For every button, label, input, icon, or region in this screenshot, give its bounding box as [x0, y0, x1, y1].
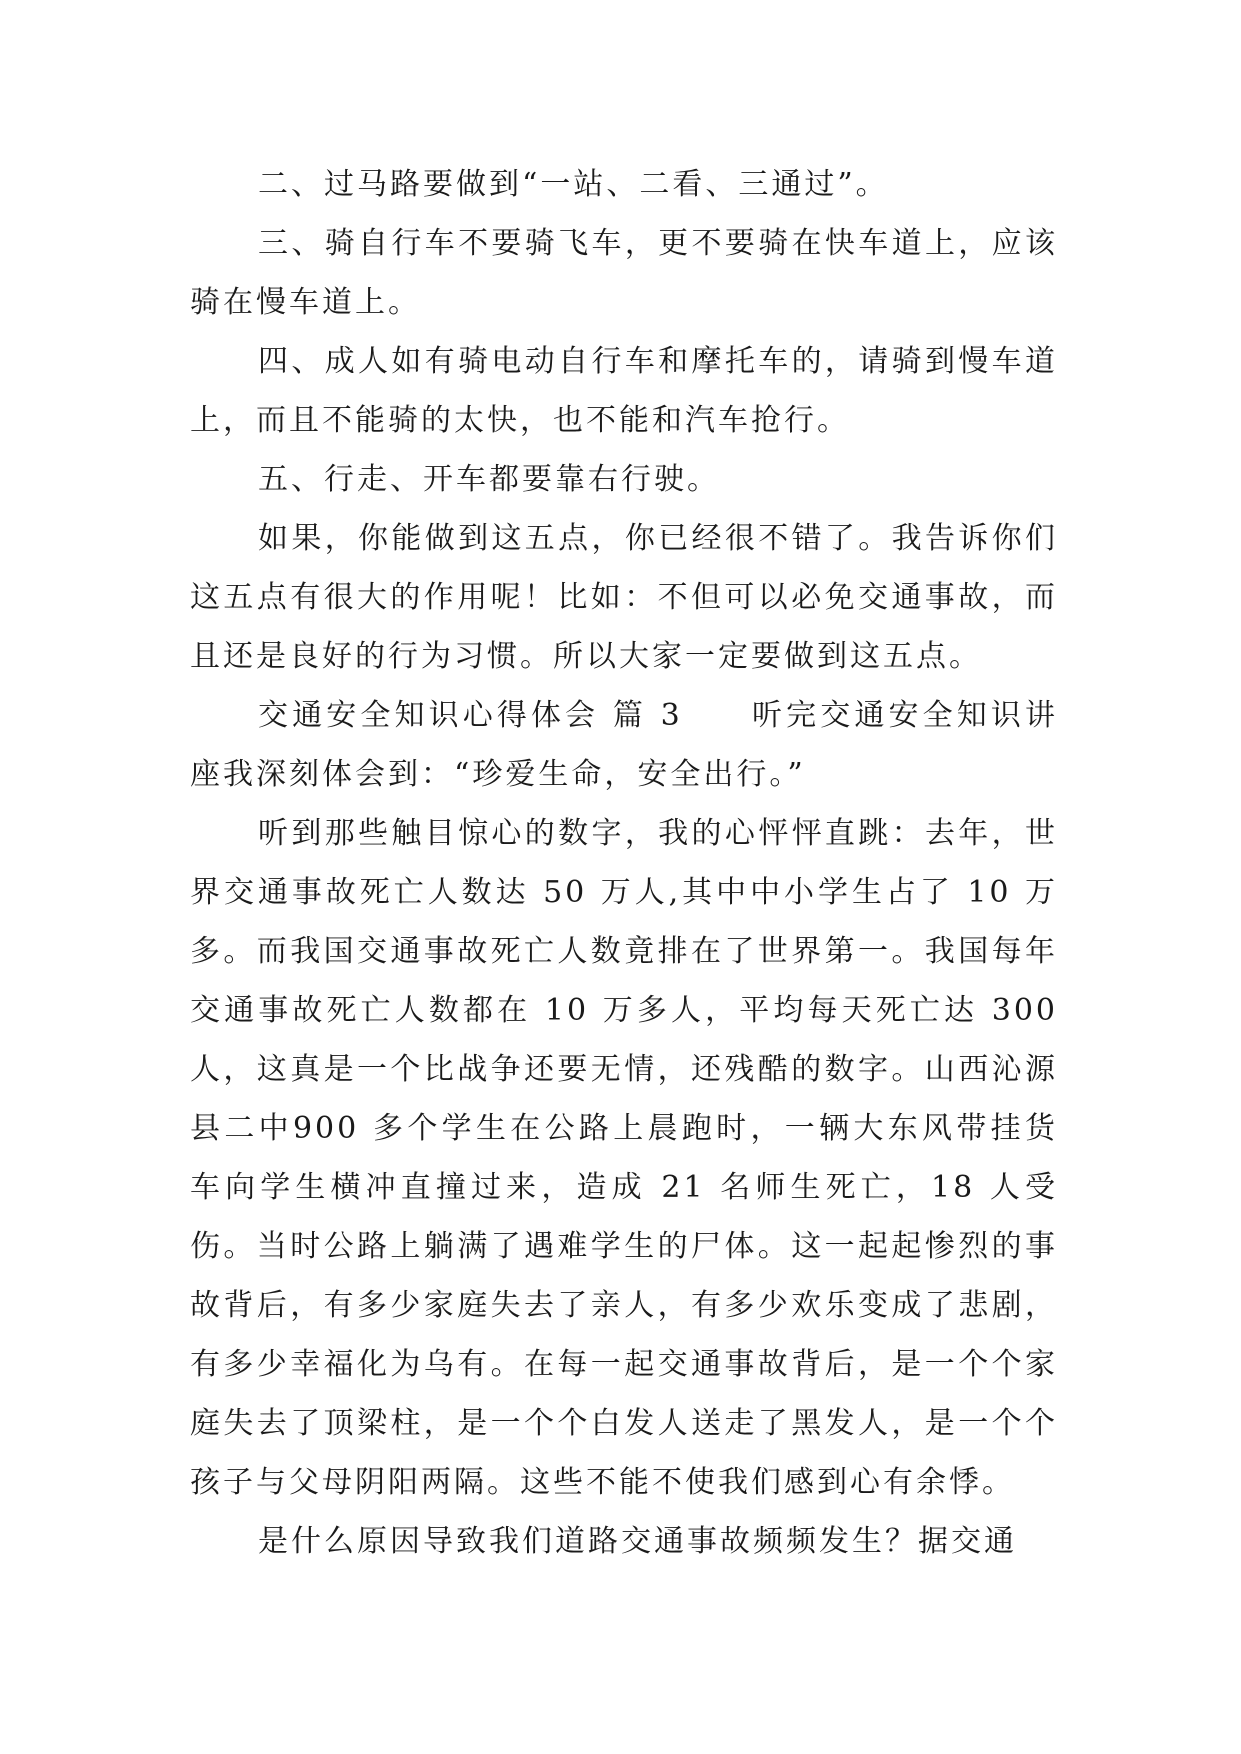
document-body	[190, 155, 1058, 1571]
paragraph-section-3-heading: 交通安全知识心得体会 篇 3 听完交通安全知识讲座我深刻体会到：“珍爱生命，安全出行。”	[190, 698, 1058, 792]
paragraph-keep-right: 五、行走、开车都要靠右行驶。	[258, 462, 720, 497]
paragraph-electric-bike: 四、成人如有骑电动自行车和摩托车的，请骑到慢车道上，而且不能骑的太快，也不能和汽车抢行。	[190, 344, 1058, 438]
paragraph-crossing-road: 二、过马路要做到“一站、二看、三通过”。	[258, 167, 889, 202]
paragraph-causes: 是什么原因导致我们道路交通事故频频发生？据交通	[258, 1524, 1017, 1559]
paragraph-statistics: 听到那些触目惊心的数字，我的心怦怦直跳：去年，世界交通事故死亡人数达 50 万人,其中中小学生占了 10 万多。而我国交通事故死亡人数竟排在了世界第一。我国每年交通事故死亡人数都在 10 万多人，平均每天死亡达 300 人，这真是一个比战争还要无情，还残酷的数字。山西沁源县二中900 多个学生在公路上晨跑时，一辆大东风带挂货车向学生横冲直撞过来，造成 21 名师生死亡，18 人受伤。当时公路上躺满了遇难学生的尸体。这一起起惨烈的事故背后，有多少家庭失去了亲人，有多少欢乐变成了悲剧，有多少幸福化为乌有。在每一起交通事故背后，是一个个家庭失去了顶梁柱，是一个个白发人送走了黑发人，是一个个孩子与父母阴阳两隔。这些不能不使我们感到心有余悸。	[190, 816, 1058, 1500]
paragraph-bicycle: 三、骑自行车不要骑飞车，更不要骑在快车道上，应该骑在慢车道上。	[190, 226, 1058, 320]
paragraph-five-points: 如果，你能做到这五点，你已经很不错了。我告诉你们这五点有很大的作用呢！比如：不但可以必免交通事故，而且还是良好的行为习惯。所以大家一定要做到这五点。	[190, 521, 1058, 674]
